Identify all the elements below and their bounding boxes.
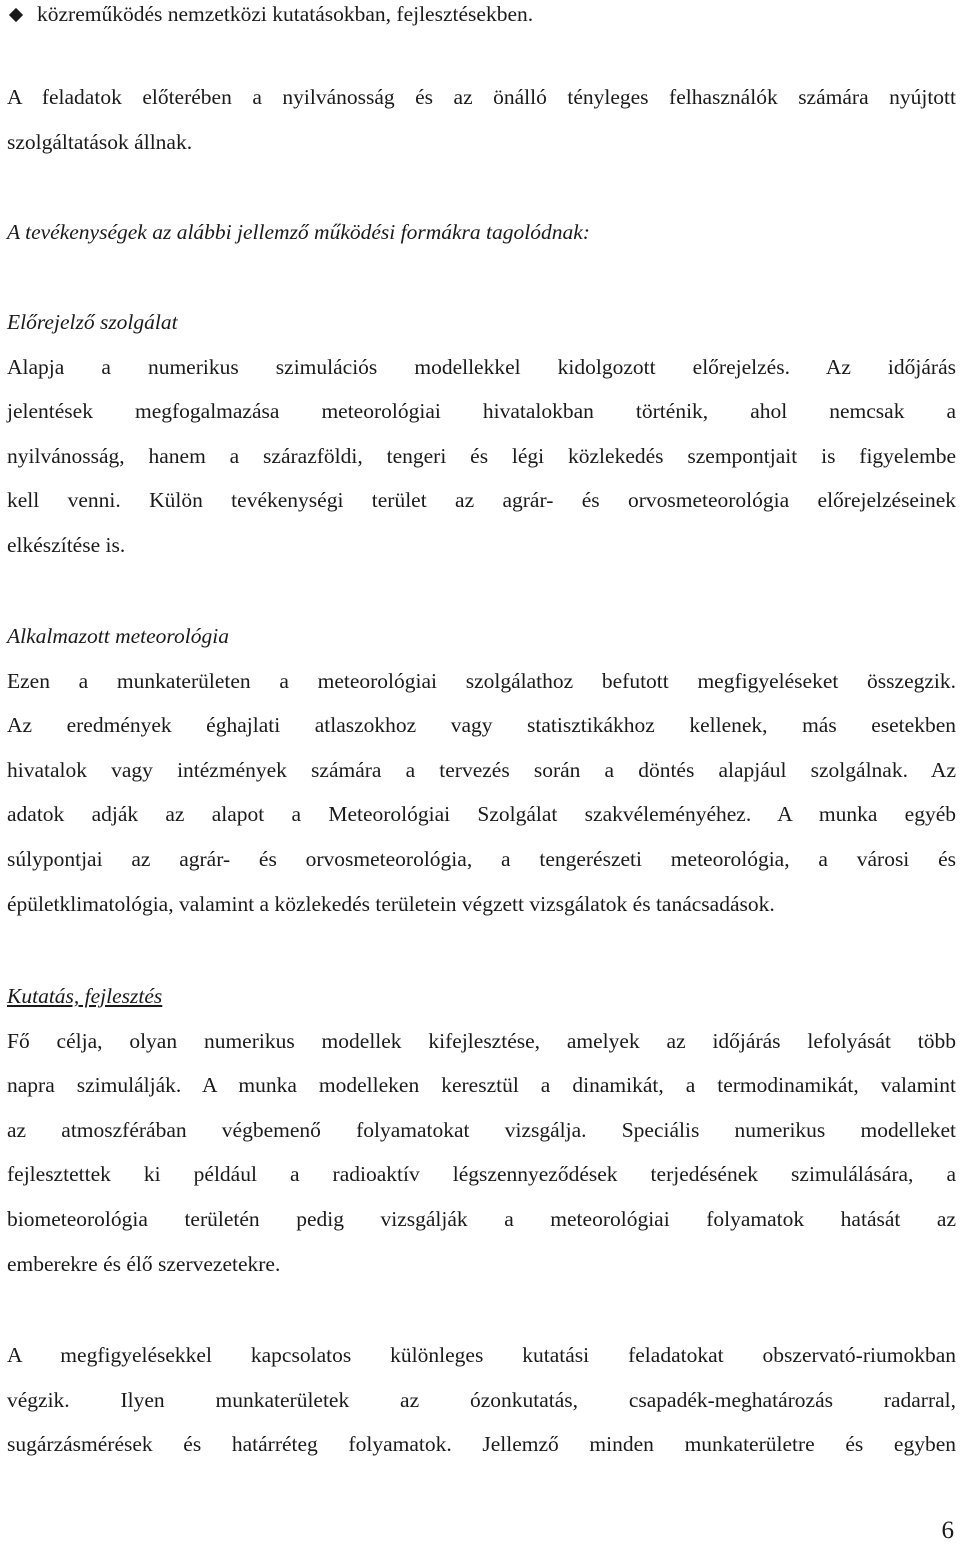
text-line: hivatalok vagy intézmények számára a tervezés során a döntés alapjául szolgálnak. Az	[7, 757, 956, 782]
text-line: nyilvánosság, hanem a szárazföldi, tengeri és légi közlekedés szempontjait is figyelembe	[7, 443, 956, 468]
text-line: jelentések megfogalmazása meteorológiai hivatalokban történik, ahol nemcsak a	[7, 399, 956, 424]
research-paragraph	[7, 1019, 956, 1287]
text-line: elkészítése is.	[7, 532, 126, 557]
observatory-section	[7, 1333, 956, 1467]
text-line: napra szimulálják. A munka modelleken keresztül a dinamikát, a termodinamikát, valamint	[7, 1073, 956, 1098]
text-line: sugárzásmérések és határréteg folyamatok. Jellemző minden munkaterületre és egyben	[7, 1432, 956, 1457]
applied-section	[7, 614, 956, 926]
text-line: az atmoszférában végbemenő folyamatokat vizsgálja. Speciális numerikus modelleket	[7, 1117, 956, 1142]
text-line: biometeorológia területén pedig vizsgálják a meteorológiai folyamatok hatását az	[7, 1206, 956, 1231]
text-line: kell venni. Külön tevékenységi terület az agrár- és orvosmeteorológia előrejelzéseinek	[7, 488, 956, 513]
text-line: Ezen a munkaterületen a meteorológiai szolgálathoz befutott megfigyeléseket összegzik.	[7, 668, 956, 693]
intro-paragraph	[7, 75, 956, 164]
page-number: 6	[941, 1517, 954, 1544]
applied-heading: Alkalmazott meteorológia	[7, 624, 229, 648]
applied-paragraph	[7, 659, 956, 927]
observatory-paragraph	[7, 1333, 956, 1467]
forecast-section	[7, 300, 956, 568]
bullet-item	[7, 0, 533, 36]
forecast-paragraph	[7, 345, 956, 568]
activities-heading: A tevékenységek az alábbi jellemző működési formákra tagolódnak:	[7, 220, 590, 244]
text-line: emberekre és élő szervezetekre.	[7, 1251, 281, 1276]
diamond-bullet-icon	[9, 8, 23, 22]
text-line: végzik. Ilyen munkaterületek az ózonkutatás, csapadék-meghatározás radarral,	[7, 1387, 956, 1412]
bullet-text: közreműködés nemzetközi kutatásokban, fejlesztésekben.	[37, 2, 534, 26]
text-line: adatok adják az alapot a Meteorológiai Szolgálat szakvéleményéhez. A munka egyéb	[7, 802, 956, 827]
text-line: fejlesztettek ki például a radioaktív légszennyeződések terjedésének szimulálására, a	[7, 1162, 956, 1187]
text-line: A megfigyelésekkel kapcsolatos különleges kutatási feladatokat obszervató-riumokban	[7, 1343, 956, 1367]
text-line: Alapja a numerikus szimulációs modellekkel kidolgozott előrejelzés. Az időjárás	[7, 354, 956, 379]
text-line: súlypontjai az agrár- és orvosmeteorológia, a tengerészeti meteorológia, a városi és	[7, 846, 956, 871]
text-line: Az eredmények éghajlati atlaszokhoz vagy statisztikákhoz kellenek, más esetekben	[7, 713, 956, 738]
intro-line: A feladatok előterében a nyilvánosság és az önálló tényleges felhasználók számára nyújtott	[7, 85, 956, 109]
text-line: épületklimatológia, valamint a közlekedés területein végzett vizsgálatok és tanácsadások.	[7, 891, 775, 916]
research-heading: Kutatás, fejlesztés	[7, 984, 163, 1008]
text-line: Fő célja, olyan numerikus modellek kifejlesztése, amelyek az időjárás lefolyását több	[7, 1028, 956, 1053]
research-section	[7, 974, 956, 1286]
forecast-heading: Előrejelző szolgálat	[7, 310, 178, 334]
intro-line: szolgáltatások állnak.	[7, 129, 193, 154]
